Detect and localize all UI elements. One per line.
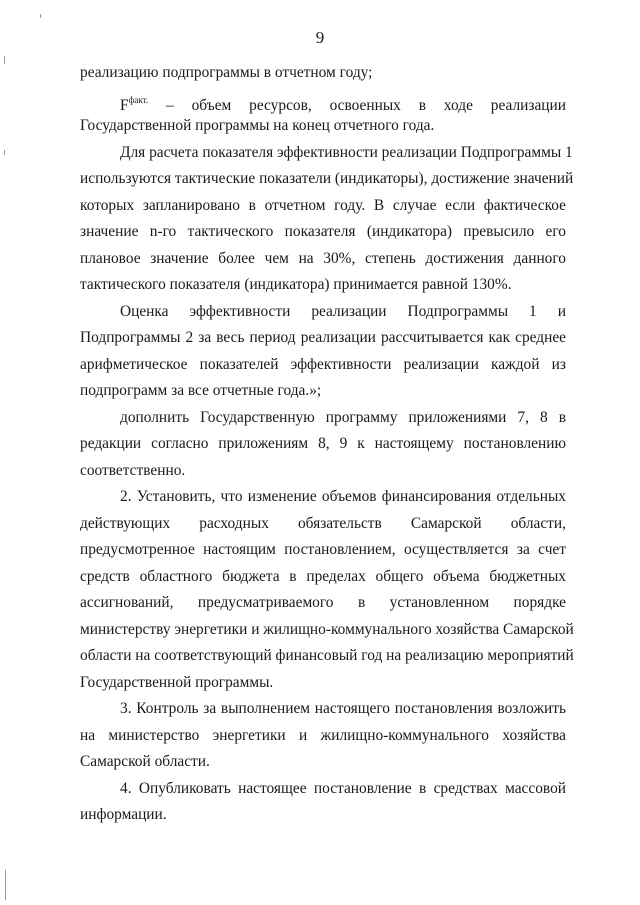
scan-edge-mark xyxy=(5,870,6,900)
text-line: Подпрограммы 2 за весь период реализации рассчитывается как среднее xyxy=(80,329,566,346)
text-line: реализацию подпрограммы в отчетном году; xyxy=(80,64,373,81)
scan-edge-mark xyxy=(40,14,41,18)
text-line: тактического показателя (индикатора) принимается равной 130%. xyxy=(80,276,512,293)
text-line: Оценка эффективности реализации Подпрограммы 1 и xyxy=(120,302,566,320)
text-line: ассигнований, предусматриваемого в установленном порядке xyxy=(80,594,566,611)
text-line: 3. Контроль за выполнением настоящего постановления возложить xyxy=(120,700,566,717)
text-line: Государственной программы. xyxy=(80,673,274,691)
text-line: Самарской области. xyxy=(80,753,210,770)
text-line: на министерство энергетики и жилищно-коммунального хозяйства xyxy=(80,726,566,744)
scan-edge-mark xyxy=(4,150,5,155)
text-line: предусмотренное настоящим постановлением, осуществляется за счет xyxy=(80,541,566,558)
text-line: области на соответствующий финансовый год на реализацию мероприятий xyxy=(80,647,574,664)
text-line: дополнить Государственную программу приложениями 7, 8 в xyxy=(120,408,566,426)
page-number: 9 xyxy=(315,28,325,47)
text-line: плановое значение более чем на 30%, степень достижения данного xyxy=(80,249,566,267)
text-line: 4. Опубликовать настоящее постановление в средствах массовой xyxy=(120,779,566,797)
text-line: действующих расходных обязательств Самарской области, xyxy=(80,514,566,532)
text-line: используются тактические показатели (индикаторы), достижение значений xyxy=(80,170,574,187)
text-line: 2. Установить, что изменение объемов финансирования отдельных xyxy=(120,488,566,505)
text-line: Для расчета показателя эффективности реализации Подпрограммы 1 xyxy=(120,143,573,161)
text-line: редакции согласно приложениям 8, 9 к настоящему постановлению xyxy=(80,435,566,452)
text-line: $F^{факт.}$ – объем ресурсов, освоенных в ходе реализации xyxy=(120,94,566,114)
text-line: Государственной программы на конец отчетного года. xyxy=(80,117,435,134)
text-line: средств областного бюджета в пределах общего объема бюджетных xyxy=(80,567,566,585)
text-line: значение n-го тактического показателя (индикатора) превысило его xyxy=(80,223,566,240)
text-line: министерству энергетики и жилищно-коммунального хозяйства Самарской xyxy=(80,620,574,638)
text-line: которых запланировано в отчетном году. В случае если фактическое xyxy=(80,196,566,214)
scan-edge-mark xyxy=(4,56,5,64)
text-line: соответственно. xyxy=(80,461,186,479)
formula-symbol: $F^{факт.}$ xyxy=(120,94,149,114)
text-line: информации. xyxy=(80,806,167,823)
text-line: подпрограмм за все отчетные года.»; xyxy=(80,382,322,399)
text-line: арифметическое показателей эффективности реализации каждой из xyxy=(80,355,566,373)
